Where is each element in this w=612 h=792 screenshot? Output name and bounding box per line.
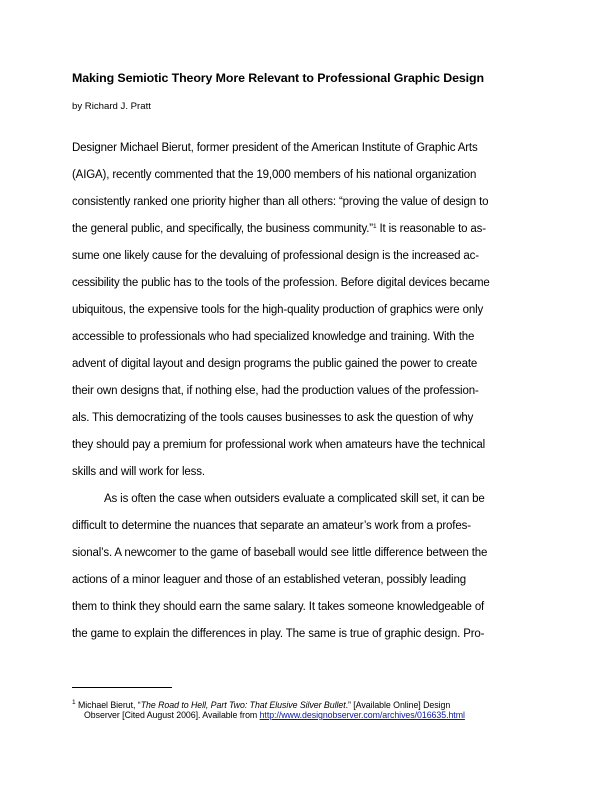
body-line: skills and will work for less.: [72, 466, 205, 478]
footnote-reference[interactable]: 1: [372, 223, 377, 230]
body-line-with-footnote: [72, 223, 486, 235]
body-line: consistently ranked one priority higher than all others: “proving the value of design to: [72, 196, 489, 208]
footnote-line: [72, 699, 450, 710]
body-line: als. This democratizing of the tools causes businesses to ask the question of why: [72, 412, 474, 424]
body-text: the general public, and specifically, the business community.”: [72, 223, 373, 235]
author-byline: by Richard J. Pratt: [72, 101, 151, 112]
footnote-author: Michael Bierut, “: [75, 700, 141, 710]
body-line: cessibility the public has to the tools of the profession. Before digital devices became: [72, 277, 490, 289]
body-line: As is often the case when outsiders evaluate a complicated skill set, it can be: [104, 493, 485, 505]
footnote-text: .” [Available Online] Design: [345, 700, 451, 710]
body-line: ubiquitous, the expensive tools for the high-quality production of graphics were only: [72, 304, 484, 316]
body-line: difficult to determine the nuances that separate an amateur’s work from a profes-: [72, 520, 471, 532]
body-line: sume one likely cause for the devaluing of professional design is the increased ac-: [72, 250, 479, 262]
footnote-work-title: The Road to Hell, Part Two: That Elusive Silver Bullet: [140, 700, 346, 710]
body-line: Designer Michael Bierut, former president of the American Institute of Graphic Arts: [72, 142, 478, 154]
body-line: actions of a minor leaguer and those of an established veteran, possibly leading: [72, 574, 466, 586]
paper-title: Making Semiotic Theory More Relevant to Professional Graphic Design: [72, 71, 484, 85]
body-line: them to think they should earn the same salary. It takes someone knowledgeable of: [72, 601, 485, 613]
body-line: sional’s. A newcomer to the game of baseball would see little difference between the: [72, 547, 488, 559]
body-line: they should pay a premium for professional work when amateurs have the technical: [72, 439, 486, 451]
footnote-text: Observer [Cited August 2006]. Available from: [84, 710, 260, 720]
body-line: accessible to professionals who had specialized knowledge and training. With the: [72, 331, 475, 343]
body-line: the game to explain the differences in play. The same is true of graphic design. Pro-: [72, 628, 485, 640]
body-line: advent of digital layout and design programs the public gained the power to create: [72, 358, 478, 370]
body-line: their own designs that, if nothing else, had the production values of the profession-: [72, 385, 479, 397]
footnote-marker: 1: [72, 699, 76, 706]
footnote-url-link[interactable]: http://www.designobserver.com/archives/016635.html: [259, 710, 465, 720]
footnote-line: [84, 710, 465, 720]
body-line: (AIGA), recently commented that the 19,000 members of his national organization: [72, 169, 477, 181]
body-text: It is reasonable to as-: [376, 223, 486, 235]
footnote-divider: [72, 687, 172, 688]
